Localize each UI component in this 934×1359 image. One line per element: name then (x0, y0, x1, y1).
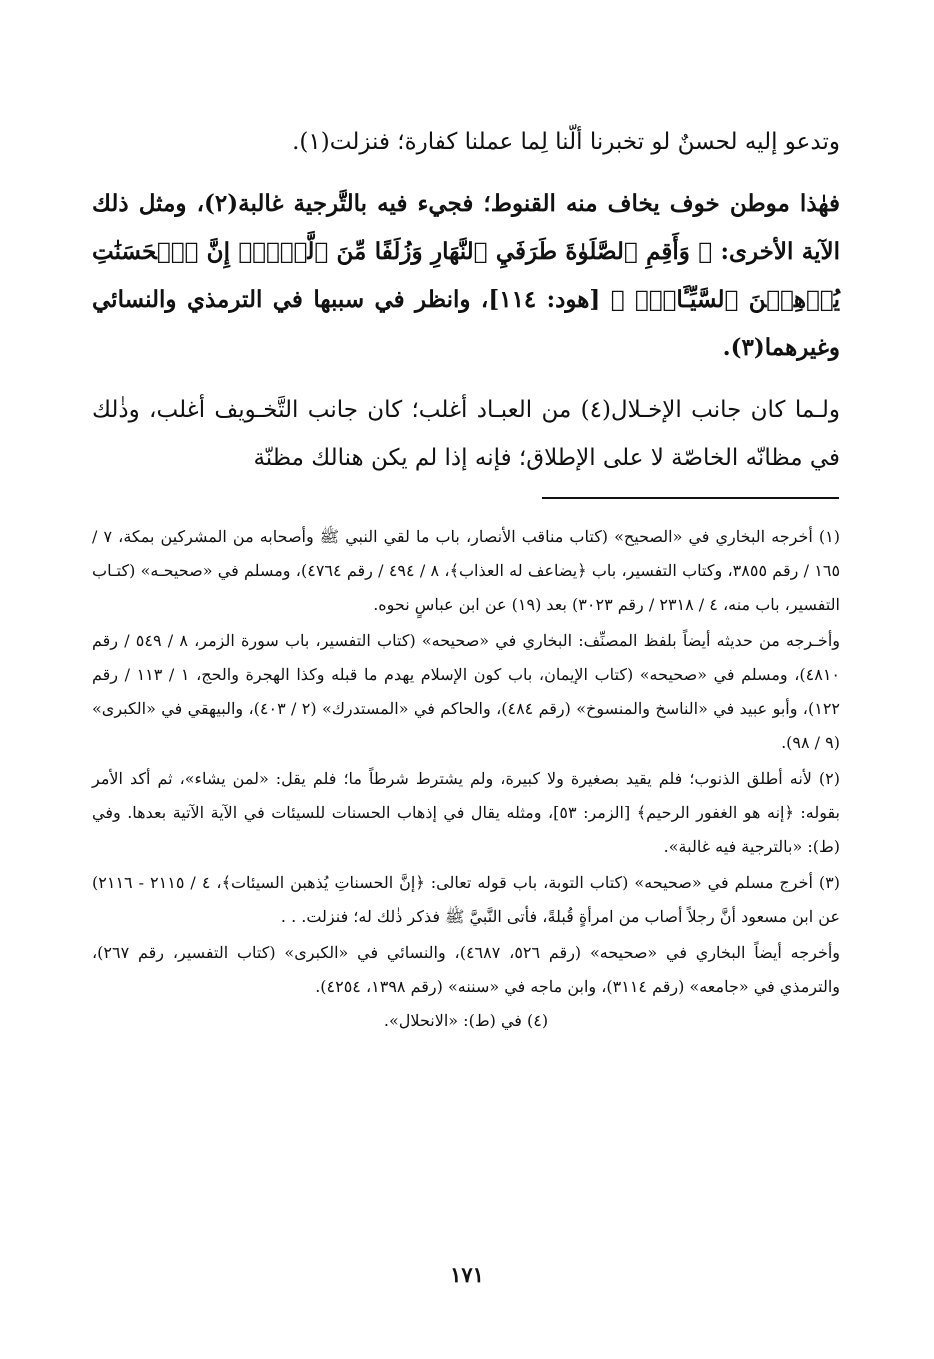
footnotes (92, 520, 840, 1040)
page-number: ١٧١ (450, 1262, 484, 1287)
footnote-1: (١) أخرجه البخاري في «الصحيح» (كتاب مناقب الأنصار، باب ما لقي النبي ﷺ وأصحابه من المشركين بمكة، ٧ / ١٦٥ / رقم ٣٨٥٥، وكتاب التفسير، باب ﴿يضاعف له العذاب﴾، ٨ / ٤٩٤ / رقم ٤٧٦٤)، ومسلم في «صحيحـه» (كتـاب التفسير، باب منه، ٤ / ٢٣١٨ / رقم ٣٠٢٣) بعد (١٩) عن ابن عباسٍ نحوه. (92, 527, 841, 614)
main-paragraph: ولـما كان جانب الإخـلال(٤) من العبـاد أغلب؛ كان جانب التَّخـويف أغلب، وذٰلك في مظانّه الخاصّة لا على الإطلاق؛ فإنه إذا لم يكن هنالك مظنّة (92, 397, 840, 471)
footnote-2: (٢) لأنه أطلق الذنوب؛ فلم يقيد بصغيرة ولا كبيرة، ولم يشترط شرطاً ما؛ فلم يقل: «لمن يشاء»، ثم أكد الأمر بقوله: ﴿إنه هو الغفور الرحيم﴾ [الزمر: ٥٣]، ومثله يقال في إذهاب الحسنات للسيئات في الآية الآتية بعدها. وفي (ط): «بالترجية فيه غالبة». (92, 769, 841, 856)
footnote-3-continued: وأخرجه أيضاً البخاري في «صحيحه» (رقم ٥٢٦، ٤٦٨٧)، والنسائي في «الكبرى» (كتاب التفسير، رقم ٢٦٧)، والترمذي في «جامعه» (رقم ٣١١٤)، وابن ماجه في «سننه» (رقم ١٣٩٨، ٤٢٥٤). (92, 943, 841, 996)
footnote-divider (542, 497, 839, 499)
main-paragraph: وتدعو إليه لحسنٌ لو تخبرنا ألّنا لِما عملنا كفارة؛ فنزلت(١). (292, 129, 840, 155)
footnote-3: (٣) أخرج مسلم في «صحيحه» (كتاب التوبة، باب قوله تعالى: ﴿إنَّ الحسناتِ يُذهبن السيئات﴾، ٤ / ٢١١٥ - ٢١١٦) عن ابن مسعود أنَّ رجلاً أصاب من امرأةٍ قُبلةً، فأتى النَّبيَّ ﷺ فذكر ذٰلك له؛ فنزلت. . . (92, 873, 841, 926)
footnote-final-row (92, 936, 840, 1004)
main-text (92, 118, 840, 496)
main-paragraph: فهٰذا موطن خوف يخاف منه القنوط؛ فجيء فيه بالتَّرجية غالبة(٢)، ومثل ذلك الآية الأخرى: ﴿ وَأَقِمِ ٱلصَّلَوٰةَ طَرَفَيِ ٱلنَّهَارِ وَزُلَفًا مِّنَ ٱلَّيۡلِۚ إِنَّ ٱلۡحَسَنَٰتِ يُذۡهِبۡنَ ٱلسَّيِّـَٔاتِۚ ﴾ [هود: ١١٤]، وانظر في سببها في الترمذي والنسائي وغيرهما(٣). (92, 190, 840, 361)
footnote-4: (٤) في (ط): «الانحلال». (383, 1011, 549, 1030)
footnote-1-continued: وأخـرجه من حديثه أيضاً بلفظ المصنِّف: البخاري في «صحيحه» (كتاب التفسير، باب سورة الزمر، ٨ / ٥٤٩ / رقم ٤٨١٠)، ومسلم في «صحيحه» (كتاب الإيمان، باب كون الإسلام يهدم ما قبله وكذا الهجرة والحج، ١ / ١١٣ / رقم ١٢٢)، وأبو عبيد في «الناسخ والمنسوخ» (رقم ٤٨٤)، والحاكم في «المستدرك» (٢ / ٤٠٣)، والبيهقي في «الكبرى» (٩ / ٩٨). (92, 631, 841, 752)
